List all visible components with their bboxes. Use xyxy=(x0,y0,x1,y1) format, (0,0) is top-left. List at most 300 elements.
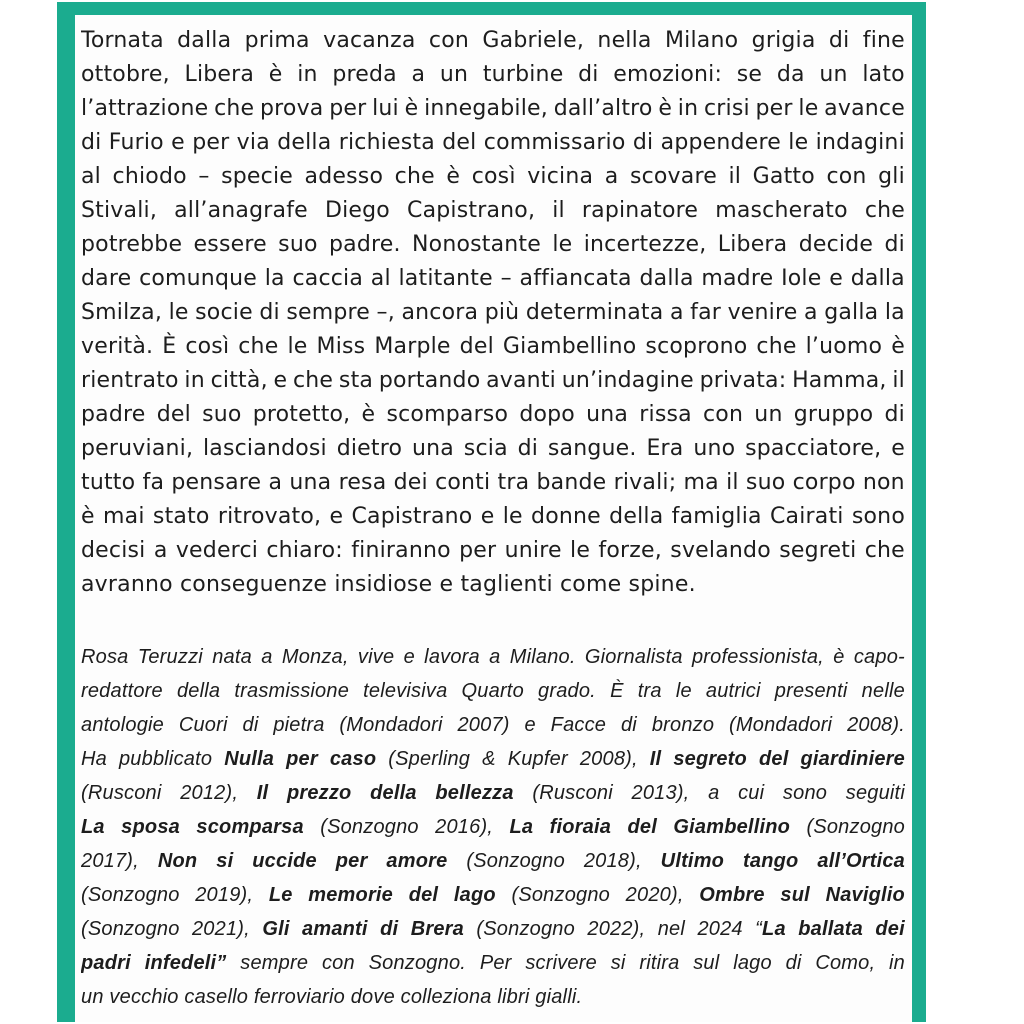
word: al xyxy=(370,266,391,291)
word: professionista, xyxy=(691,646,824,668)
word: vecchio xyxy=(109,986,179,1008)
word: in xyxy=(677,96,699,121)
word: nel xyxy=(657,918,686,940)
word: di xyxy=(785,952,802,974)
word: scrivere xyxy=(525,952,597,974)
word: La xyxy=(509,816,534,838)
word: dei xyxy=(393,470,428,495)
word: casello xyxy=(184,986,249,1008)
word: della xyxy=(176,680,221,702)
word: che xyxy=(864,538,905,563)
word: si xyxy=(610,952,626,974)
word: ma xyxy=(683,470,719,495)
word: latitante xyxy=(398,266,493,291)
word: di xyxy=(884,232,905,257)
word: sul xyxy=(780,884,810,906)
word: la xyxy=(264,266,285,291)
word: tra xyxy=(637,680,662,702)
word: conseguenze xyxy=(179,572,328,597)
word: che xyxy=(214,96,255,121)
word: 2024 xyxy=(697,918,743,940)
word: 2013), xyxy=(631,782,690,804)
word: capo- xyxy=(853,646,905,668)
word: sposa xyxy=(121,816,180,838)
word: non xyxy=(862,470,905,495)
text-line xyxy=(81,194,905,228)
word: rissa xyxy=(639,402,692,427)
word: il xyxy=(892,368,905,393)
word: di xyxy=(517,436,539,461)
word: nelle xyxy=(861,680,905,702)
word: far xyxy=(690,300,722,325)
word: “La xyxy=(755,918,786,940)
text-line xyxy=(81,398,905,432)
word: che xyxy=(756,334,797,359)
word: dalla xyxy=(850,266,905,291)
word: di xyxy=(620,714,637,736)
word: dalla xyxy=(639,266,694,291)
word: (Rusconi xyxy=(532,782,613,804)
word: del xyxy=(156,402,191,427)
word: è xyxy=(658,96,673,121)
word: Non xyxy=(157,850,198,872)
word: Capistrano xyxy=(351,504,473,529)
word: le xyxy=(502,504,523,529)
word: Cairati xyxy=(769,504,844,529)
word: suo xyxy=(745,470,786,495)
word: dalla xyxy=(177,28,232,53)
word: è xyxy=(446,164,461,189)
word: vederci xyxy=(175,538,259,563)
word: bronzo xyxy=(651,714,715,736)
word: preda xyxy=(332,62,397,87)
word: Facce xyxy=(550,714,607,736)
word: 2022), xyxy=(587,918,646,940)
word: si xyxy=(216,850,234,872)
word: unire xyxy=(504,538,562,563)
word: 2021), xyxy=(191,918,250,940)
word: specie xyxy=(221,164,293,189)
word: sono xyxy=(851,504,905,529)
word: di xyxy=(242,714,259,736)
word: – xyxy=(198,164,210,189)
word: Ultimo xyxy=(660,850,725,872)
word: 2020), xyxy=(625,884,684,906)
word: memorie xyxy=(308,884,394,906)
word: sempre xyxy=(240,952,309,974)
word: le xyxy=(570,538,591,563)
word: Stivali, xyxy=(81,198,158,223)
word: (Sonzogno xyxy=(466,850,565,872)
word: è xyxy=(361,402,376,427)
word: a xyxy=(708,782,720,804)
word: pietra xyxy=(273,714,325,736)
word: e xyxy=(829,266,843,291)
word: – xyxy=(500,266,512,291)
word: Gabriele, xyxy=(482,28,585,53)
word: da xyxy=(776,62,805,87)
word: così xyxy=(185,334,230,359)
word: affiancata xyxy=(519,266,632,291)
word: infedeli” xyxy=(144,952,227,974)
word: privata: xyxy=(699,368,787,393)
word: Teruzzi xyxy=(137,646,203,668)
word: Libera xyxy=(717,232,788,257)
word: Milano xyxy=(664,28,739,53)
word: e xyxy=(891,436,905,461)
word: dei xyxy=(875,918,905,940)
word: Rosa xyxy=(81,646,129,668)
word: fioraia xyxy=(549,816,612,838)
word: per xyxy=(459,538,497,563)
word: stato xyxy=(152,504,210,529)
word: vicina xyxy=(527,164,594,189)
word: autrici xyxy=(705,680,761,702)
word: seguiti xyxy=(845,782,905,804)
word: peruviani, xyxy=(81,436,194,461)
word: spine. xyxy=(628,572,696,597)
word: le xyxy=(788,130,809,155)
word: Monza, xyxy=(281,646,349,668)
word: per xyxy=(755,96,793,121)
word: grado. xyxy=(538,680,596,702)
word: Ombre xyxy=(699,884,765,906)
word: richiesta xyxy=(338,130,435,155)
word: di xyxy=(884,402,905,427)
word: rivali; xyxy=(613,470,677,495)
word: 2017), xyxy=(81,850,139,872)
word: è xyxy=(891,334,905,359)
word: Giornalista xyxy=(584,646,683,668)
word: per xyxy=(192,130,230,155)
word: vacanza xyxy=(323,28,416,53)
word: avranno xyxy=(81,572,173,597)
word: sul xyxy=(693,952,720,974)
word: le xyxy=(287,334,308,359)
word: Brera xyxy=(410,918,464,940)
word: di xyxy=(578,62,599,87)
word: con xyxy=(428,28,470,53)
word: mai xyxy=(103,504,145,529)
word: donne xyxy=(531,504,601,529)
word: le xyxy=(798,96,819,121)
word: di xyxy=(380,918,399,940)
author-bio-paragraph xyxy=(81,640,905,1014)
word: del xyxy=(442,130,477,155)
text-line xyxy=(81,912,905,946)
word: con xyxy=(703,402,744,427)
word: prima xyxy=(244,28,310,53)
word: Nonostante xyxy=(412,232,541,257)
word: rientrato xyxy=(81,368,179,393)
word: Per xyxy=(479,952,512,974)
text-line xyxy=(81,364,905,398)
text-line xyxy=(81,534,905,568)
word: –, xyxy=(376,300,395,325)
word: dietro xyxy=(336,436,403,461)
word: se xyxy=(736,62,763,87)
word: Kupfer xyxy=(507,748,568,770)
word: il xyxy=(726,470,739,495)
word: cui xyxy=(738,782,765,804)
word: giardiniere xyxy=(800,748,905,770)
word: come xyxy=(560,572,622,597)
word: 2008). xyxy=(847,714,905,736)
word: È xyxy=(610,680,624,702)
word: trasmissione xyxy=(234,680,350,702)
word: turbine xyxy=(482,62,564,87)
word: tra xyxy=(497,470,530,495)
text-line xyxy=(81,228,905,262)
word: commissario xyxy=(483,130,626,155)
text-line xyxy=(81,776,905,810)
word: comunque xyxy=(139,266,257,291)
word: di xyxy=(632,130,654,155)
word: Iole xyxy=(781,266,822,291)
text-line xyxy=(81,92,905,126)
word: Il xyxy=(256,782,269,804)
word: decisi xyxy=(81,538,146,563)
word: (Mondadori xyxy=(729,714,833,736)
word: sta xyxy=(338,368,374,393)
word: scoprono xyxy=(645,334,748,359)
word: l’uomo xyxy=(805,334,883,359)
word: a xyxy=(604,164,619,189)
word: ritrovato, xyxy=(217,504,322,529)
word: lato xyxy=(862,62,905,87)
text-line xyxy=(81,878,905,912)
word: una xyxy=(586,402,629,427)
word: Marple xyxy=(374,334,451,359)
word: così xyxy=(471,164,516,189)
word: prezzo xyxy=(286,782,352,804)
word: con xyxy=(321,952,355,974)
word: Milano. xyxy=(509,646,576,668)
word: amanti xyxy=(302,918,368,940)
word: il xyxy=(728,164,742,189)
synopsis-paragraph xyxy=(81,24,905,602)
word: a xyxy=(261,646,273,668)
word: ancora xyxy=(401,300,479,325)
word: spacciatore, xyxy=(745,436,882,461)
word: forze, xyxy=(598,538,662,563)
word: 2012), xyxy=(180,782,239,804)
word: Diego xyxy=(324,198,390,223)
word: a xyxy=(268,470,283,495)
word: Sonzogno. xyxy=(368,952,467,974)
word: con xyxy=(826,164,867,189)
word: ritira xyxy=(639,952,680,974)
word: sempre xyxy=(286,300,371,325)
word: le xyxy=(168,300,189,325)
word: e xyxy=(171,130,185,155)
word: 2018), xyxy=(583,850,642,872)
word: un’indagine xyxy=(561,368,694,393)
word: dopo xyxy=(519,402,575,427)
word: ottobre, xyxy=(81,62,170,87)
word: grigia xyxy=(751,28,816,53)
word: appendere xyxy=(660,130,781,155)
word: innegabile, xyxy=(424,96,548,121)
word: Era xyxy=(646,436,684,461)
page-frame xyxy=(57,2,926,1022)
word: città, xyxy=(210,368,268,393)
word: al xyxy=(81,164,101,189)
word: per xyxy=(286,748,318,770)
word: (Sonzogno xyxy=(81,918,180,940)
word: colleziona xyxy=(400,986,492,1008)
word: galla xyxy=(824,300,879,325)
word: è xyxy=(404,96,419,121)
word: gruppo xyxy=(793,402,874,427)
text-line xyxy=(81,262,905,296)
word: (Mondadori xyxy=(339,714,443,736)
word: avance xyxy=(824,96,905,121)
word: uno xyxy=(693,436,736,461)
word: bande xyxy=(536,470,607,495)
word: ferroviario xyxy=(253,986,345,1008)
word: 2019), xyxy=(195,884,254,906)
word: è xyxy=(81,504,95,529)
word: del xyxy=(408,884,439,906)
word: di xyxy=(259,300,280,325)
word: indagini xyxy=(815,130,905,155)
word: fa xyxy=(142,470,165,495)
word: fine xyxy=(862,28,905,53)
word: (Sonzogno xyxy=(81,884,180,906)
word: socie xyxy=(195,300,253,325)
word: 2016), xyxy=(435,816,494,838)
word: rapinatore xyxy=(581,198,699,223)
word: caso xyxy=(329,748,377,770)
word: venire xyxy=(727,300,798,325)
word: potrebbe xyxy=(81,232,183,257)
word: nata xyxy=(212,646,252,668)
word: tutto xyxy=(81,470,136,495)
word: famiglia xyxy=(671,504,762,529)
word: È xyxy=(162,334,177,359)
word: incertezze, xyxy=(583,232,707,257)
word: chiodo xyxy=(112,164,187,189)
word: caccia xyxy=(292,266,364,291)
text-line xyxy=(81,466,905,500)
word: essere xyxy=(193,232,267,257)
word: un xyxy=(439,62,469,87)
word: padri xyxy=(81,952,131,974)
word: a xyxy=(153,538,168,563)
word: Nulla xyxy=(224,748,275,770)
word: insidiose xyxy=(334,572,433,597)
word: lasciandosi xyxy=(202,436,327,461)
word: Miss xyxy=(316,334,366,359)
word: gli xyxy=(878,164,905,189)
word: (Sonzogno xyxy=(511,884,610,906)
book-page-content xyxy=(75,15,912,1014)
word: scovare xyxy=(629,164,717,189)
word: vive xyxy=(357,646,395,668)
word: verità. xyxy=(81,334,154,359)
word: televisiva xyxy=(363,680,448,702)
word: & xyxy=(482,748,496,770)
word: che xyxy=(292,368,334,393)
word: redattore xyxy=(81,680,163,702)
word: adesso xyxy=(304,164,384,189)
word: della xyxy=(609,504,664,529)
text-line xyxy=(81,946,905,980)
word: in xyxy=(889,952,905,974)
word: (Sonzogno xyxy=(320,816,419,838)
word: finiranno xyxy=(351,538,451,563)
word: lago xyxy=(453,884,496,906)
word: sono xyxy=(782,782,828,804)
word: segreto xyxy=(673,748,747,770)
word: Giambellino xyxy=(673,816,791,838)
word: e xyxy=(403,646,415,668)
word: a xyxy=(804,300,818,325)
word: scia xyxy=(463,436,508,461)
word: amore xyxy=(386,850,448,872)
text-line xyxy=(81,432,905,466)
word: che xyxy=(864,198,905,223)
word: crisi xyxy=(703,96,750,121)
word: Le xyxy=(268,884,293,906)
word: che xyxy=(238,334,279,359)
word: padre xyxy=(81,402,146,427)
word: prova xyxy=(260,96,324,121)
word: e xyxy=(524,714,536,736)
word: del xyxy=(459,334,494,359)
word: bellezza xyxy=(435,782,514,804)
word: e xyxy=(329,504,344,529)
word: (Sonzogno xyxy=(476,918,575,940)
word: chiaro: xyxy=(266,538,343,563)
word: via xyxy=(236,130,270,155)
word: portando xyxy=(378,368,481,393)
word: Quarto xyxy=(461,680,524,702)
word: a xyxy=(669,300,684,325)
word: (Sperling xyxy=(388,748,471,770)
word: Gli xyxy=(262,918,290,940)
word: segreti xyxy=(779,538,857,563)
text-line xyxy=(81,126,905,160)
word: della xyxy=(370,782,417,804)
word: sangue. xyxy=(547,436,637,461)
word: Libera xyxy=(184,62,255,87)
word: all’Ortica xyxy=(817,850,905,872)
text-line xyxy=(81,568,905,602)
word: all’anagrafe xyxy=(174,198,308,223)
word: decide xyxy=(798,232,874,257)
word: Il xyxy=(649,748,662,770)
text-line xyxy=(81,810,905,844)
word: emozioni: xyxy=(613,62,723,87)
word: le xyxy=(552,232,573,257)
word: a xyxy=(411,62,426,87)
word: Giambellino xyxy=(502,334,637,359)
word: resa xyxy=(338,470,387,495)
word: antologie xyxy=(81,714,164,736)
word: 2008), xyxy=(579,748,638,770)
word: e xyxy=(480,504,495,529)
word: la xyxy=(884,300,905,325)
text-line xyxy=(81,674,905,708)
word: corpo xyxy=(792,470,856,495)
word: del xyxy=(627,816,657,838)
word: padre. xyxy=(328,232,401,257)
word: Tornata xyxy=(81,28,164,53)
word: più xyxy=(484,300,520,325)
text-line xyxy=(81,500,905,534)
